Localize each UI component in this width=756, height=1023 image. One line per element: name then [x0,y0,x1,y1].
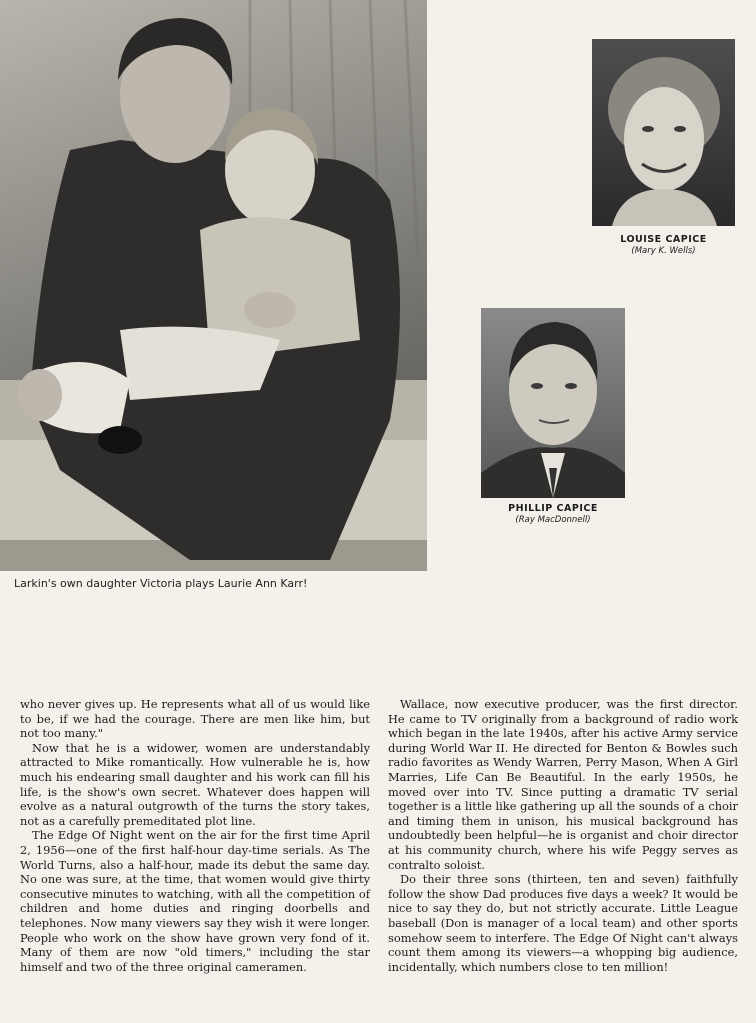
main-photo [0,0,427,571]
article-paragraph: The Edge Of Night went on the air for the first time April 2, 1956—one of the first half-hour day-time serials. As The World Turns, also a half-hour, made its debut the same day. No one was sure, at the time, that women would give thirty consecutive minutes to watching, with all the competition of children and home duties and ringing doorbells and telephones. Now many viewers say they wish it were longer. People who work on the show have grown very fond of it. Many of them are now "old timers," including the star himself and two of the three original cameramen. [20,828,370,974]
article-left-column [20,697,370,974]
article-paragraph: Now that he is a widower, women are understandably attracted to Mike romantically. How vulnerable he is, how much his endearing small daughter and his work can fill his life, is the show's own secret. Whatever does happen will evolve as a natural outgrowth of the turns the story takes, not as a carefully premeditated plot line. [20,740,370,828]
article-paragraph: Do their three sons (thirteen, ten and seven) faithfully follow the show Dad produces five days a week? It would be nice to say they do, but not strictly accurate. Little League baseball (Don is manager of a local team) and other sports somehow seem to interfere. The Edge Of Night can't always count them among its viewers—a whopping big audience, incidentally, which numbers close to ten million! [388,872,738,974]
phillip-capice-portrait [481,308,625,498]
phillip-capice-name: PHILLIP CAPICE [508,503,598,514]
phillip-portrait-illustration [481,308,625,498]
main-photo-illustration [0,0,427,571]
main-photo-caption: Larkin's own daughter Victoria plays Laurie Ann Karr! [14,577,308,590]
article-paragraph: Wallace, now executive producer, was the first director. He came to TV originally from a background of radio work which began in the late 1940s, after his active Army service during World War II. He directed for Benton & Bowles such radio favorites as Wendy Warren, Perry Mason, When A Girl Marries, Life Can Be Beautiful. In the early 1950s, he moved over into TV. Since putting a dramatic TV serial together is a little like gathering up all the sounds of a choir and timing them in unison, his musical background has undoubtedly been helpful—he is organist and choir director at his community church, where his wife Peggy serves as contralto soloist. [388,697,738,872]
phillip-capice-role: (Ray MacDonnell) [515,515,591,525]
louise-capice-portrait [592,39,735,226]
article-right-column [388,697,738,974]
louise-capice-role: (Mary K. Wells) [631,246,696,256]
article-paragraph: who never gives up. He represents what all of us would like to be, if we had the courage. There are men like him, but not too many." [20,697,370,741]
louise-portrait-illustration [592,39,735,226]
louise-capice-name: LOUISE CAPICE [620,234,707,245]
